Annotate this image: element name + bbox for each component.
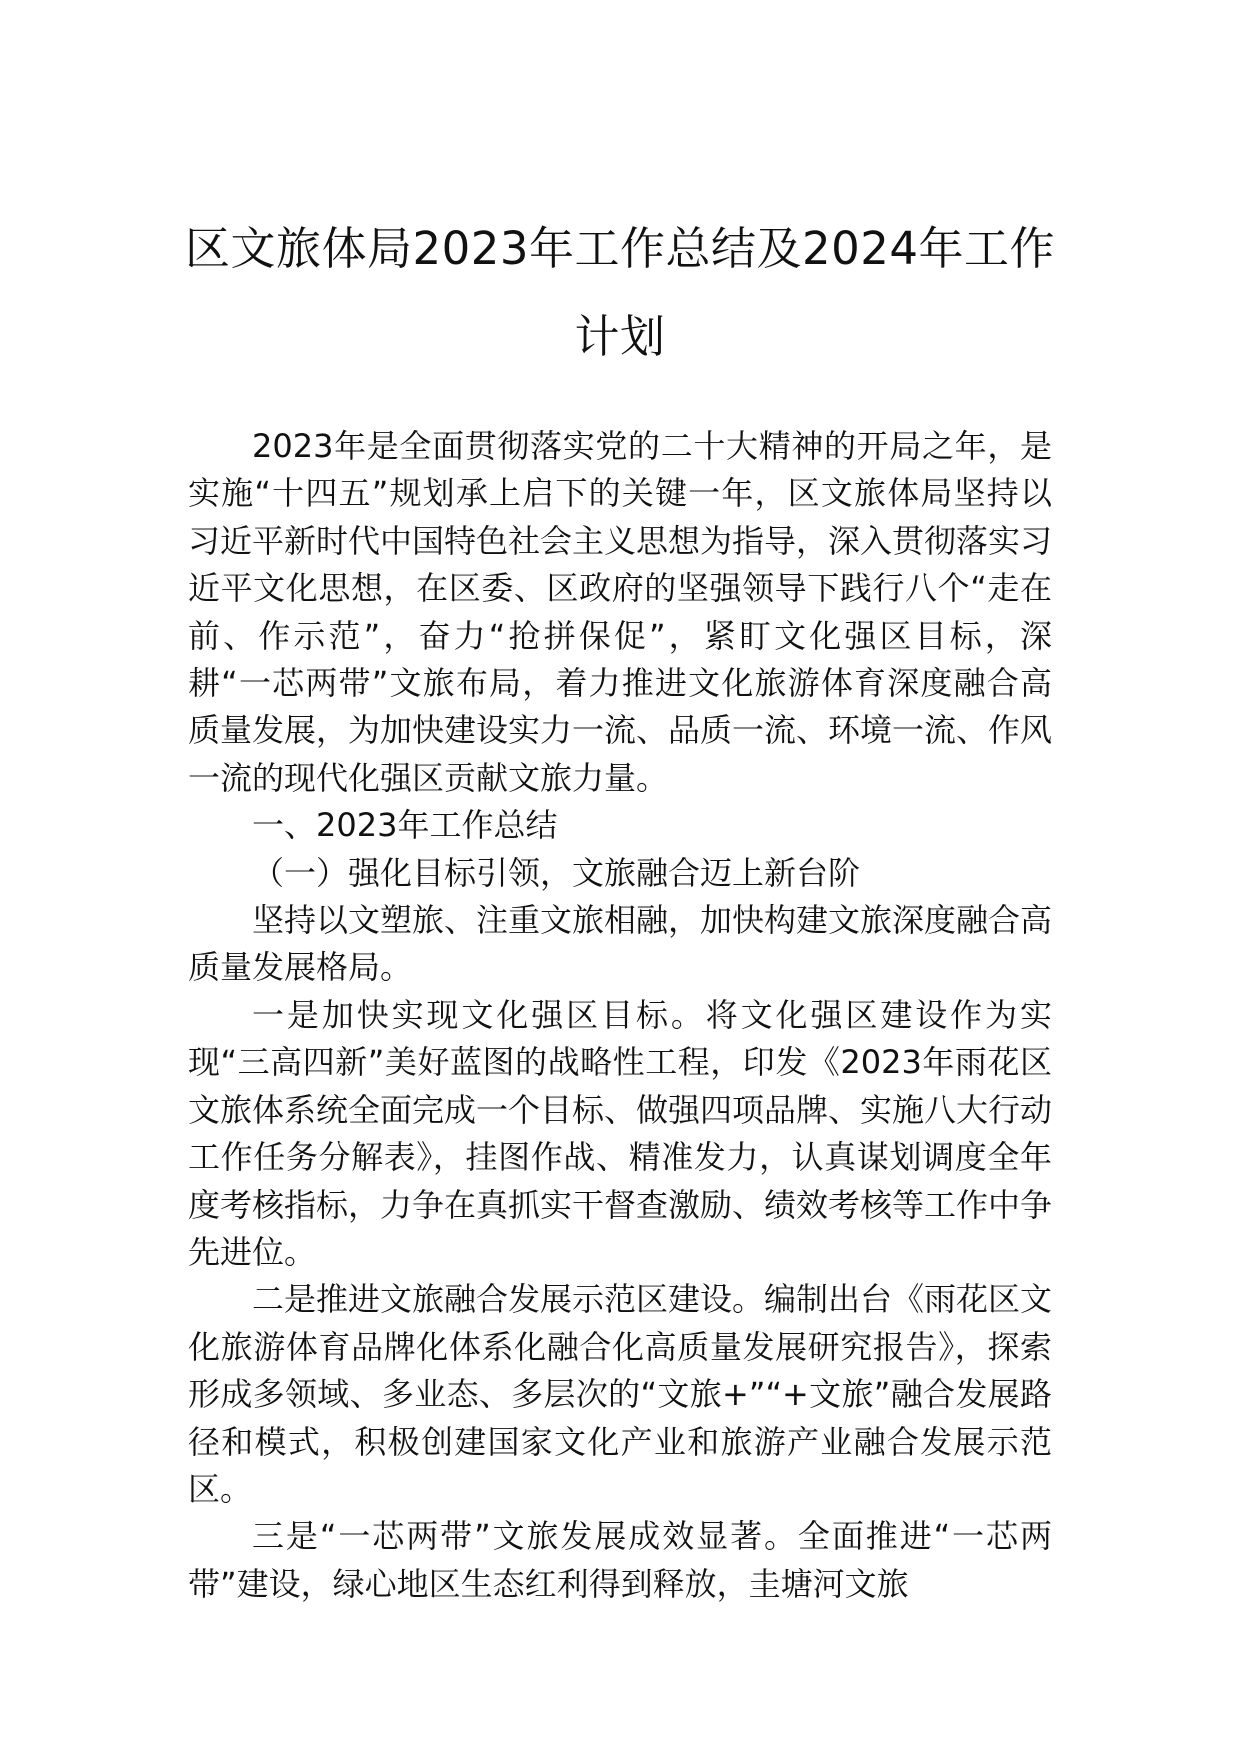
point-three-paragraph: 三是“一芯两带”文旅发展成效显著。全面推进“一芯两带”建设，绿心地区生态红利得到释放，圭塘河文旅 [188,1517,1052,1603]
section-heading: 一、2023年工作总结 [252,806,558,845]
subsection-heading: （一）强化目标引领，文旅融合迈上新台阶 [252,853,861,892]
point-one-paragraph: 一是加快实现文化强区目标。将文化强区建设作为实现“三高四新”美好蓝图的战略性工程，印发《2023年雨花区文旅体系统全面完成一个目标、做强四项品牌、实施八大行动工作任务分解表》，挂图作战、精准发力，认真谋划调度全年度考核指标，力争在真抓实干督查激励、绩效考核等工作中争先进位。 [188,995,1053,1271]
document-body [188,423,1052,1608]
subsection-intro-paragraph: 坚持以文塑旅、注重文旅相融，加快构建文旅深度融合高质量发展格局。 [188,901,1053,987]
title-line-2: 计划 [574,310,666,363]
document-title [150,205,1090,381]
title-line-1: 区文旅体局2023年工作总结及2024年工作 [184,222,1056,275]
intro-paragraph: 2023年是全面贯彻落实党的二十大精神的开局之年，是实施“十四五”规划承上启下的关键一年，区文旅体局坚持以习近平新时代中国特色社会主义思想为指导，深入贯彻落实习近平文化思想，在区委、区政府的坚强领导下践行八个“走在前、作示范”，奋力“抢拼保促”，紧盯文化强区目标，深耕“一芯两带”文旅布局，着力推进文化旅游体育深度融合高质量发展，为加快建设实力一流、品质一流、环境一流、作风一流的现代化强区贡献文旅力量。 [188,427,1053,797]
point-two-paragraph: 二是推进文旅融合发展示范区建设。编制出台《雨花区文化旅游体育品牌化体系化融合化高质量发展研究报告》，探索形成多领域、多业态、多层次的“文旅+”“+文旅”融合发展路径和模式，积极创建国家文化产业和旅游产业融合发展示范区。 [188,1280,1053,1508]
